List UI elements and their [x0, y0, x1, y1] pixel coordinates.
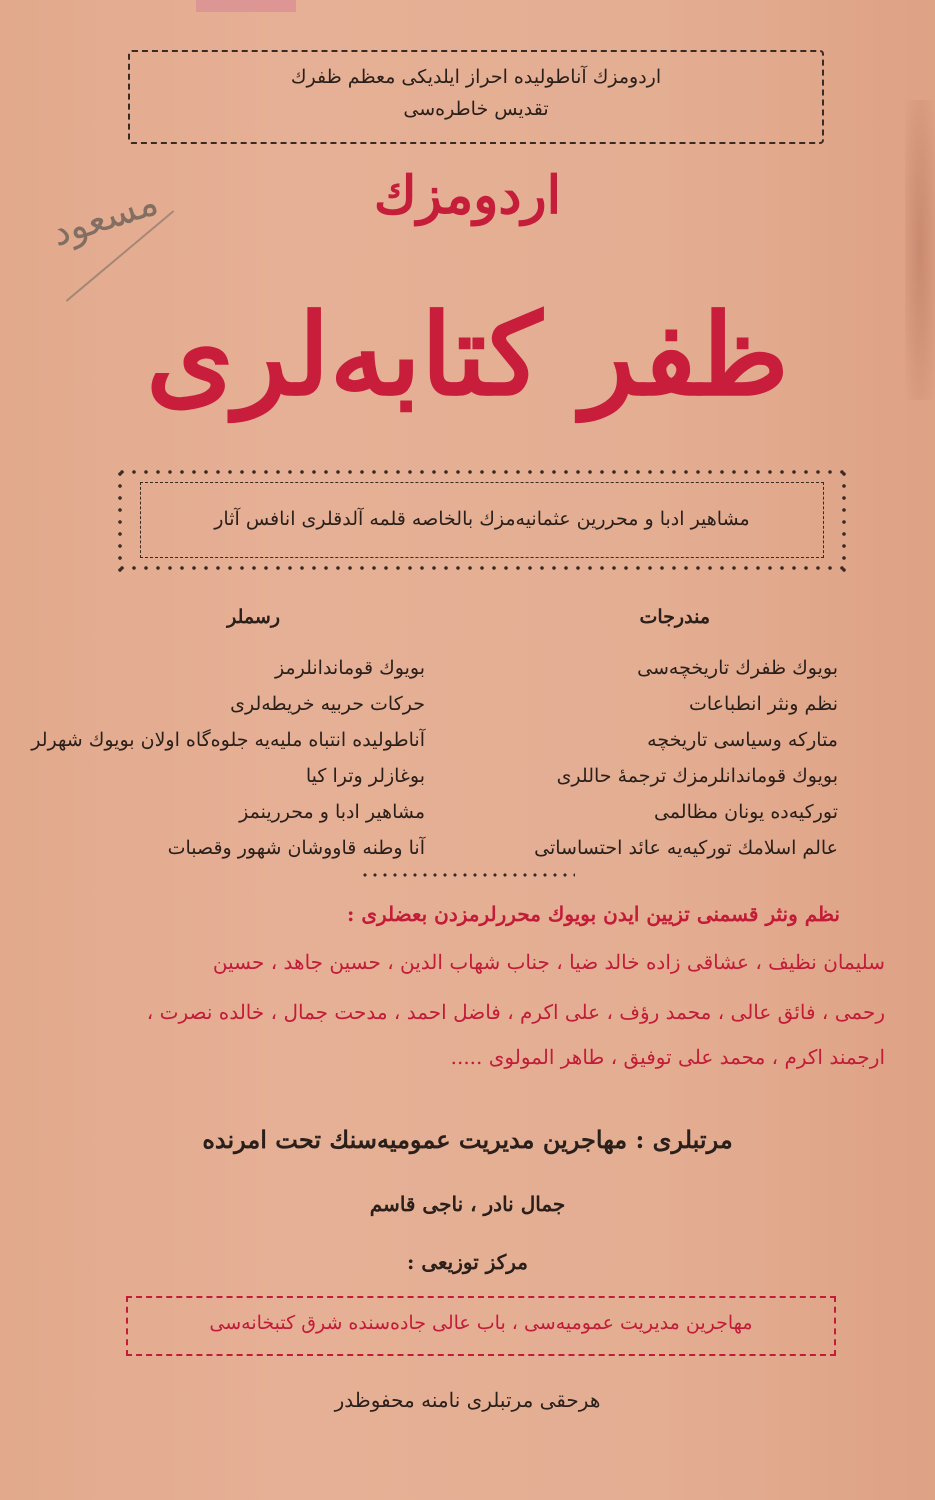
- dedication-line-1: اردومزك آناطوليده احراز ايلديكى معظم ظفرك: [290, 66, 662, 88]
- pictures-item: بويوك قوماندانلرمز: [274, 657, 425, 679]
- contributors-line-1: سليمان نظيف ، عشاقى زاده خالد ضيا ، جناب شهاب الدين ، حسين جاهد ، حسين: [212, 950, 885, 974]
- dedication-box: [128, 50, 824, 144]
- pictures-item: آناطوليده انتباه مليه‌يه جلوه‌گاه اولان بويوك شهرلر: [31, 729, 425, 751]
- subtitle-ornament-box: [116, 468, 848, 572]
- pencil-annotation: مسعود: [45, 179, 164, 255]
- contents-item: بويوك قوماندانلرمزك ترجمهٔ حاللرى: [556, 765, 838, 787]
- dedication-line-2: تقديس خاطره‌سى: [403, 98, 549, 120]
- pictures-heading: رسملر: [227, 606, 280, 628]
- pictures-item: مشاهير ادبا و محررينمز: [239, 801, 425, 823]
- contents-item: توركيه‌ده يونان مظالمى: [653, 801, 838, 823]
- editors-line: مرتبلرى : مهاجرين مديريت عموميه‌سنك تحت امرنده: [202, 1125, 733, 1154]
- contents-item: عالم اسلامك توركيه‌يه عائد احتساساتى: [534, 837, 838, 859]
- contributors-heading: نظم ونثر قسمنى تزيين ايدن بويوك محررلرمزدن بعضلرى :: [346, 902, 840, 926]
- title-sub: اردومزك: [373, 165, 562, 226]
- contents-item: نظم ونثر انطباعات: [689, 693, 838, 715]
- distribution-address: مهاجرين مديريت عموميه‌سى ، باب عالى جاده‌سنده شرق كتبخانه‌سى: [209, 1312, 753, 1334]
- distribution-box: [126, 1296, 836, 1356]
- contents-heading: مندرجات: [639, 606, 710, 628]
- distribution-heading: مركز توزيعى :: [406, 1250, 529, 1274]
- contributors-line-2: رحمى ، فائق عالى ، محمد رؤف ، على اكرم ، فاضل احمد ، مدحت جمال ، خالده نصرت ،: [146, 1000, 885, 1024]
- pictures-list: [5, 650, 425, 866]
- copyright-footer: هرحقى مرتبلرى نامنه محفوظدر: [334, 1388, 601, 1412]
- subtitle-text: مشاهير ادبا و محررين عثمانيه‌مزك بالخاصه قلمه آلدقلرى انافس آثار: [214, 508, 750, 530]
- pictures-item: حركات حربيه خريطه‌لرى: [230, 693, 425, 715]
- contributors-line-3: ارجمند اكرم ، محمد على توفيق ، طاهر المولوى .....: [450, 1045, 885, 1069]
- tape-mark: [196, 0, 296, 12]
- ornament-border-top: [116, 468, 848, 476]
- pictures-item: آنا وطنه قاووشان شهور وقصبات: [167, 837, 425, 859]
- title-main: ظفر كتابه‌لرى: [146, 290, 789, 421]
- dotted-divider: [360, 871, 575, 879]
- contents-item: متاركه وسياسى تاريخچه: [647, 729, 838, 751]
- contents-item: بويوك ظفرك تاريخچه‌سى: [637, 657, 838, 679]
- ornament-border-bottom: [116, 564, 848, 572]
- pictures-item: بوغازلر وترا كيا: [305, 765, 425, 787]
- contents-list: [478, 650, 838, 866]
- editor-names: جمال نادر ، ناجى قاسم: [369, 1192, 566, 1216]
